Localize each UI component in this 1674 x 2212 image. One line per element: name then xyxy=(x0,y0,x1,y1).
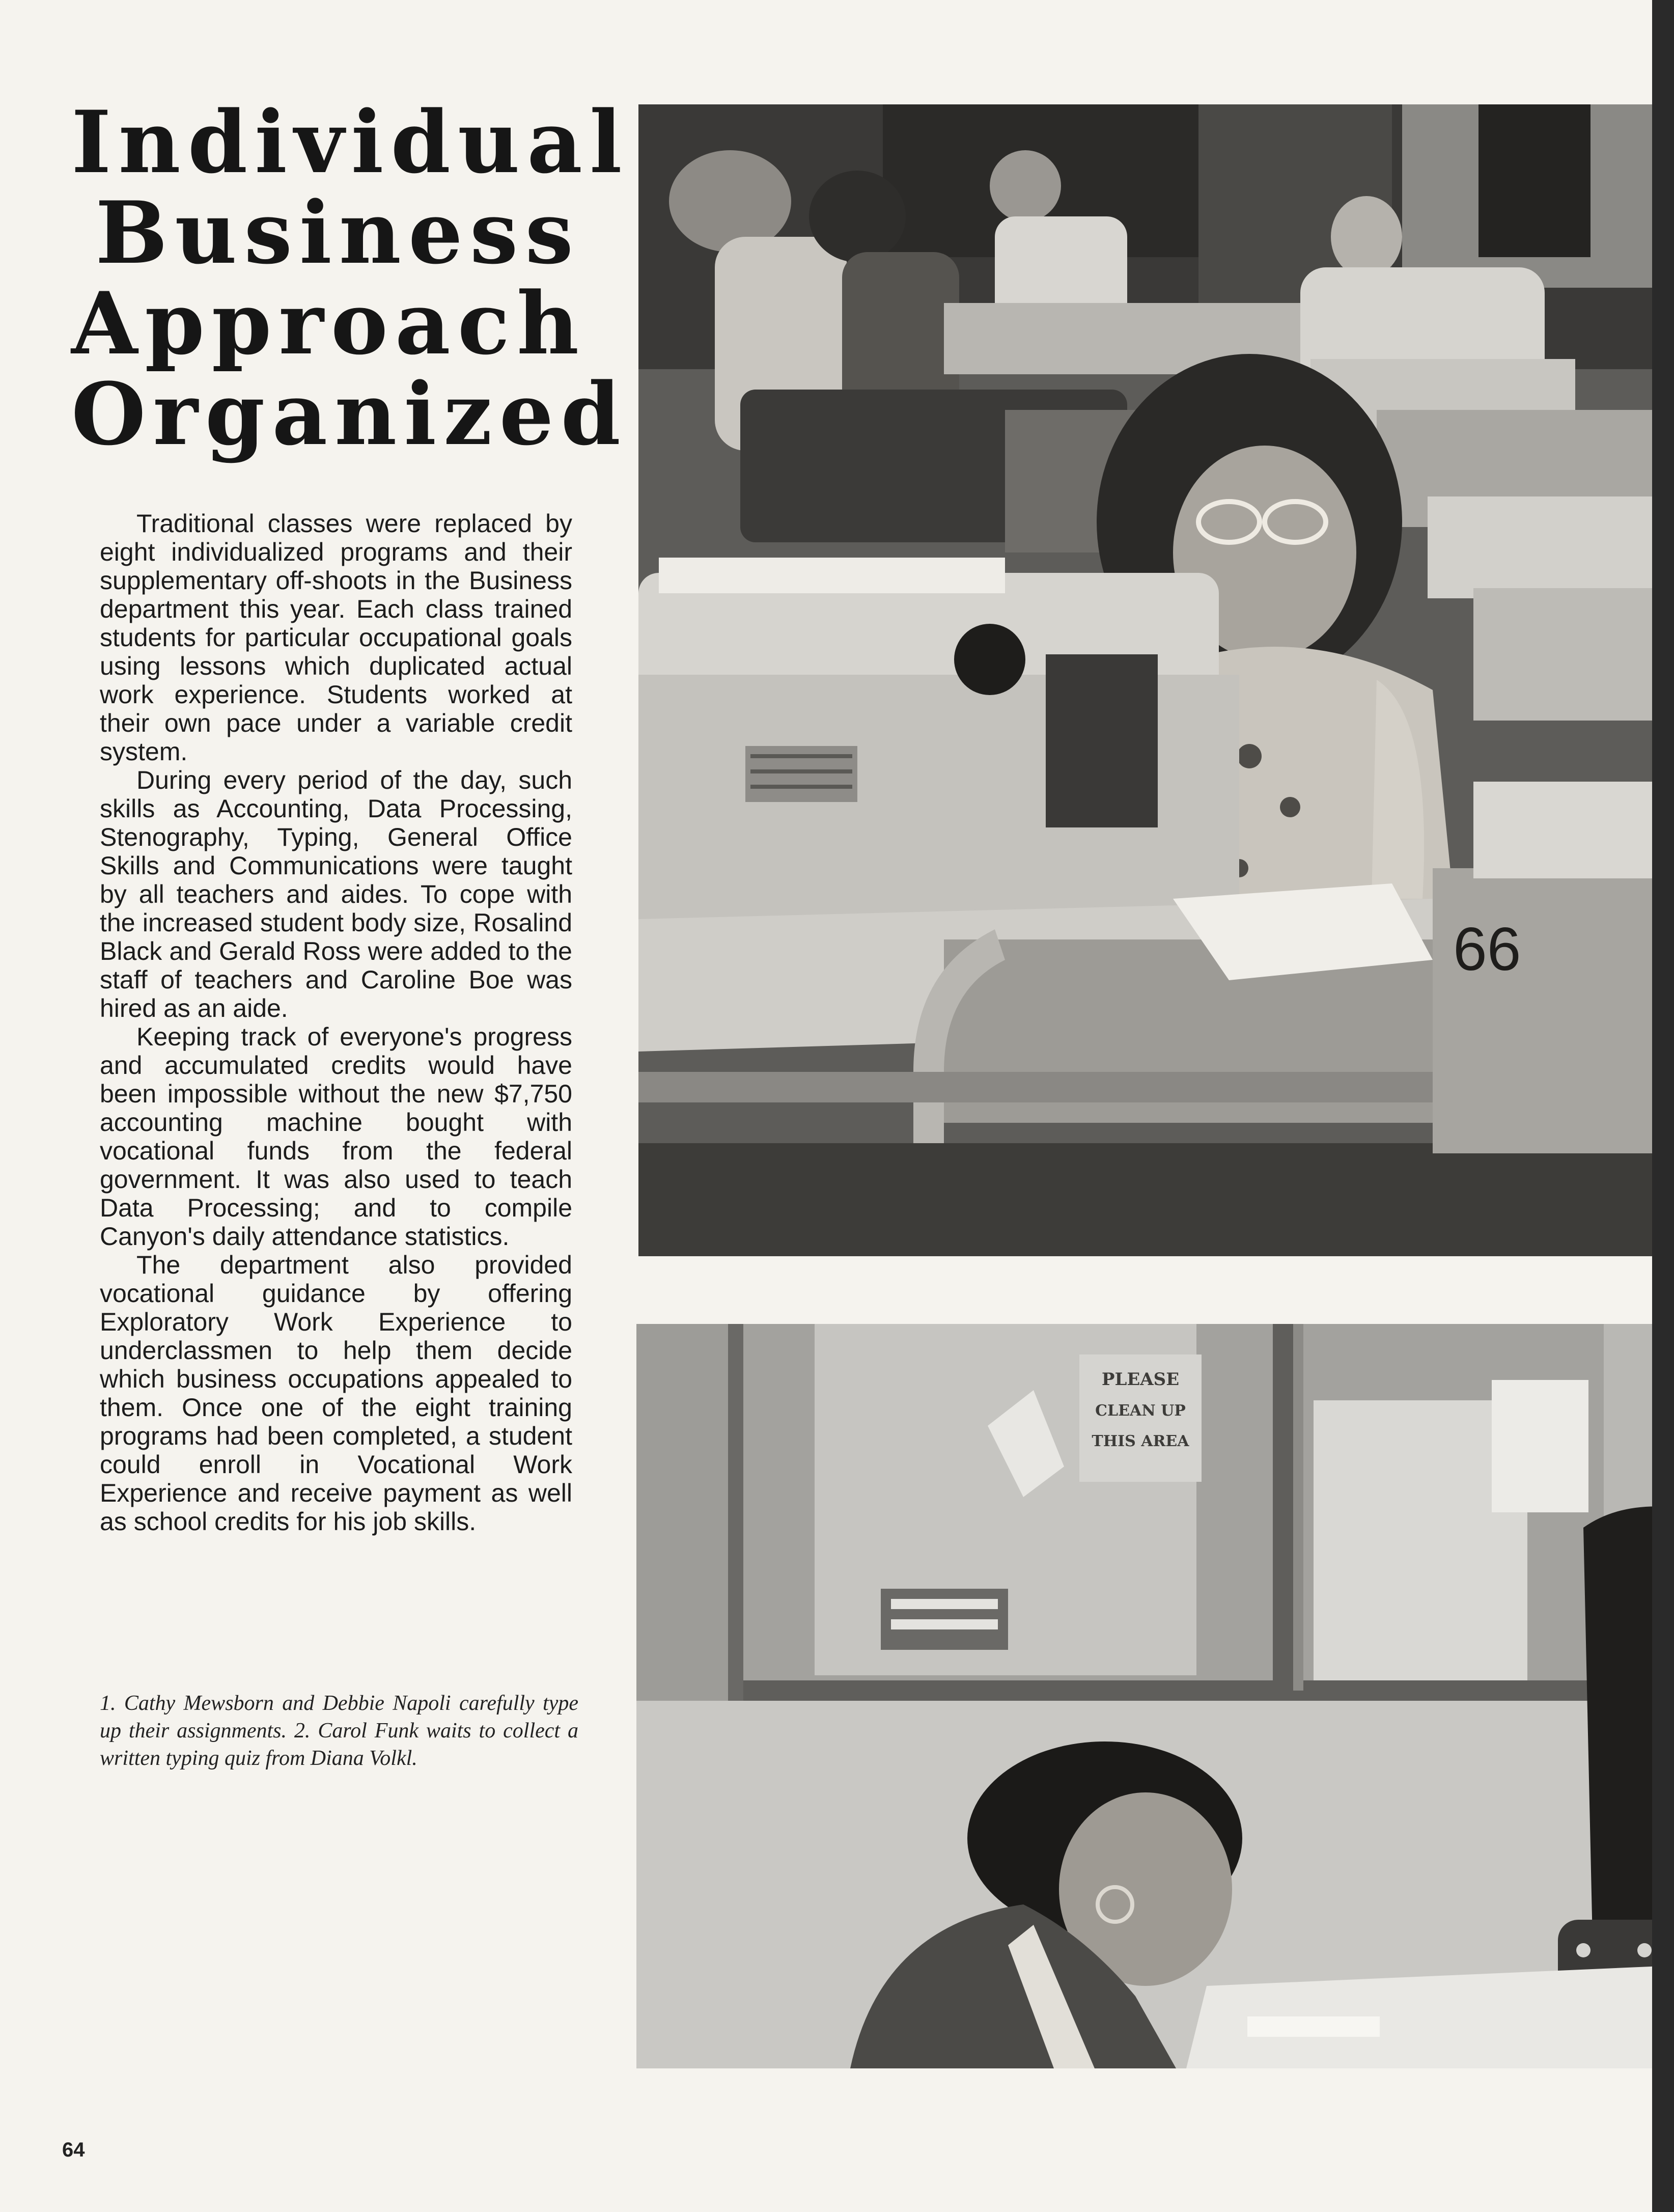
headline-line-4: Organized xyxy=(71,364,628,464)
sign-line-2: CLEAN UP xyxy=(1095,1402,1186,1420)
headline xyxy=(71,92,629,464)
photo-office-window xyxy=(636,1324,1674,2068)
article-paragraph: During every period of the day, such skills as Accounting, Data Processing, Stenography, Typing, General Office Skills and Communications were taught by all teachers and aides. To cope with the increased student body size, Rosalind Black and Gerald Ross were added to the staff of teachers and Caroline Boe was hired as an aide. xyxy=(100,766,572,1022)
article-paragraph: The department also provided vocational guidance by offering Exploratory Work Experience to underclassmen to help them decide which business occupations appealed to them. Once one of the eight training programs had been completed, a student could enroll in Vocational Work Experience and receive payment as well as school credits for his job skills. xyxy=(100,1251,572,1536)
headline-line-3: Approach xyxy=(71,273,587,374)
headline-line-2: Business xyxy=(95,182,580,283)
article-paragraph: Traditional classes were replaced by eight individualized programs and their supplementary off-shoots in the Business department this year. Each class trained students for particular occupational goals using lessons which duplicated actual work experience. Students worked at their own pace under a variable credit system. xyxy=(100,509,572,766)
photo-caption: 1. Cathy Mewsborn and Debbie Napoli carefully type up their assignments. 2. Carol Funk waits to collect a written typing quiz from Diana Volkl. xyxy=(100,1692,578,1770)
typing-class-illustration xyxy=(638,104,1674,1256)
page-number: 64 xyxy=(62,2139,85,2161)
sign-line-3: THIS AREA xyxy=(1092,1432,1189,1450)
photo-typing-class xyxy=(638,104,1674,1256)
office-window-illustration xyxy=(636,1324,1674,2068)
desk-number: 66 xyxy=(1453,915,1521,983)
article-body xyxy=(100,509,572,1536)
sign-line-1: PLEASE xyxy=(1101,1369,1180,1390)
headline-line-1: Individual xyxy=(71,92,629,192)
article-paragraph: Keeping track of everyone's progress and accumulated credits would have been impossible without the new $7,750 accounting machine bought with vocational funds from the federal government. It was also used to teach Data Processing; and to compile Canyon's daily attendance statistics. xyxy=(100,1022,572,1251)
page-edge-shadow xyxy=(1652,0,1674,2212)
